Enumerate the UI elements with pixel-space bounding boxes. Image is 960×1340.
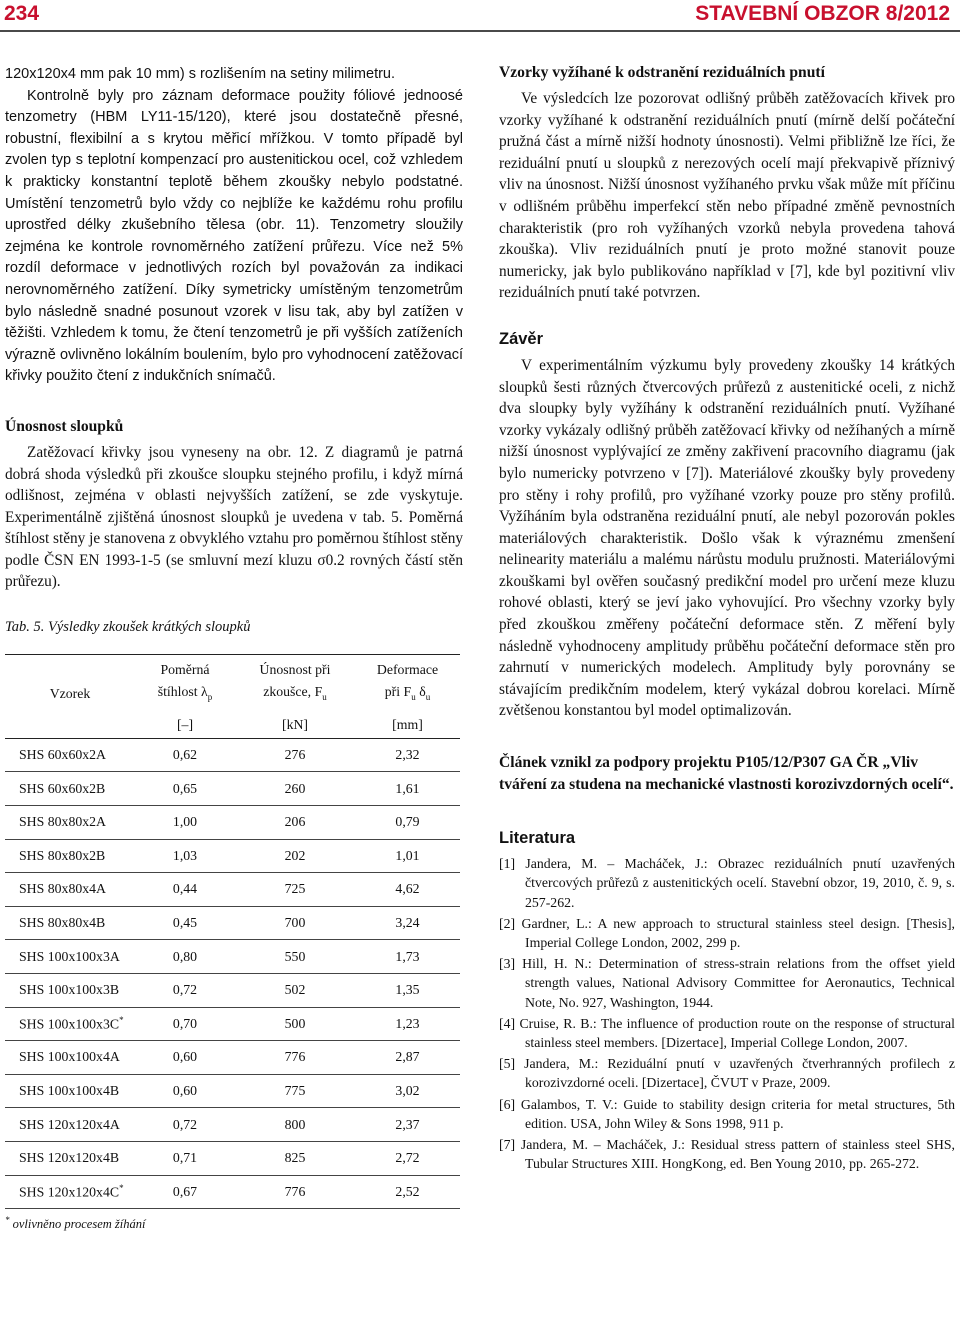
cell-unosnost: 776: [235, 1041, 355, 1075]
cell-unosnost: 502: [235, 973, 355, 1007]
cell-vzorek: SHS 100x100x3A: [5, 940, 135, 974]
cell-deformace: 3,24: [355, 906, 460, 940]
table-row: [5, 1074, 460, 1108]
cell-stihlost: 0,72: [135, 973, 235, 1007]
cell-vzorek: SHS 120x120x4A: [5, 1108, 135, 1142]
cell-unosnost: 825: [235, 1141, 355, 1175]
unit-deformace: [mm]: [355, 708, 460, 739]
cell-stihlost: 0,60: [135, 1074, 235, 1108]
cell-deformace: 1,73: [355, 940, 460, 974]
unit-stihlost: [–]: [135, 708, 235, 739]
table-caption: Tab. 5. Výsledky zkoušek krátkých sloupků: [5, 619, 251, 636]
reference-item: [4] Cruise, R. B.: The influence of production route on the response of structural stainless steel members. [Dizertace], Imperial College London, 2007.: [499, 1015, 955, 1051]
cell-unosnost: 276: [235, 738, 355, 772]
table-row: [5, 1007, 460, 1041]
cell-stihlost: 1,03: [135, 839, 235, 873]
cell-vzorek: SHS 80x80x2B: [5, 839, 135, 873]
cell-stihlost: 0,60: [135, 1041, 235, 1075]
cell-deformace: 2,32: [355, 738, 460, 772]
cell-vzorek: SHS 100x100x3B: [5, 973, 135, 1007]
table-row: [5, 839, 460, 873]
section-title-conclusion: Závěr: [499, 329, 544, 348]
cell-stihlost: 0,62: [135, 738, 235, 772]
cell-stihlost: 0,67: [135, 1175, 235, 1209]
cell-deformace: 3,02: [355, 1074, 460, 1108]
reference-list: [499, 854, 955, 1173]
reference-item: [6] Galambos, T. V.: Guide to stability design criteria for metal structures, 5th edition. USA, John Wiley & Sons 1998, 911 p.: [499, 1096, 955, 1131]
cell-deformace: 1,35: [355, 973, 460, 1007]
reference-item: [5] Jandera, M.: Reziduální pnutí v uzavřených čtverhranných profilech z korozivzdorné oceli. [Dizertace], ČVUT v Praze, 2009.: [499, 1056, 955, 1091]
cell-stihlost: 0,65: [135, 772, 235, 806]
literature-title: Literatura: [499, 829, 576, 848]
cell-vzorek: SHS 100x100x3C*: [5, 1007, 135, 1041]
cell-deformace: 4,62: [355, 873, 460, 907]
paragraph-strain-gauges: Kontrolně byly pro záznam deformace použity fóliové jednoosé tenzometry (HBM LY11-15/120), které jsou dostatečně přesné, robustní, flexibilní a s krytou měřicí mřížkou. V tomto případě byl zvolen typ s teplotní kompenzací pro austenitickou ocel, což vzhledem k prakticky konstantní teplotě během zkoušky nebylo podstatné. Umístění tenzometrů bylo vždy co nejblíže ke každému rohu profilu uprostřed délky zkušebního tělesa (obr. 11). Tenzometry sloužily zejména ke kontrole rovnoměrného zatížení průřezu. Více než 5% rozdíl deformace v jednotlivých rozích byl považován za indikaci nerovnoměrného zatížení. Díky symetricky umístěným tenzometrům bylo následně snadné posunout vzorek v lisu tak, aby byl zatížen v těžišti. Vzhledem k tomu, že čtení tenzometrů je při vyšších zatíženích výrazně ovlivněno lokálním boulením, bylo pro vyhodnocení zatěžovací křivky použito čtení z indukčních snímačů.: [5, 87, 463, 385]
journal-name: STAVEBNÍ OBZOR 8/2012: [695, 2, 950, 25]
table-footnote: * ovlivněno procesem žíhání: [5, 1215, 146, 1232]
page-number: 234: [4, 2, 40, 25]
cell-deformace: 1,61: [355, 772, 460, 806]
cell-stihlost: 0,70: [135, 1007, 235, 1041]
acknowledgement: Článek vznikl za podpory projektu P105/12/P307 GA ČR „Vliv tváření za studena na mechanické vlastnosti korozivzdorných ocelí“.: [499, 754, 954, 793]
cell-unosnost: 202: [235, 839, 355, 873]
cell-unosnost: 800: [235, 1108, 355, 1142]
page-header: [0, 0, 960, 32]
results-table: [5, 654, 460, 1209]
col-header-vzorek: Vzorek: [5, 655, 135, 708]
cell-vzorek: SHS 100x100x4A: [5, 1041, 135, 1075]
cell-vzorek: SHS 60x60x2B: [5, 772, 135, 806]
cell-stihlost: 0,71: [135, 1141, 235, 1175]
paragraph-capacity: Zatěžovací křivky jsou vyneseny na obr. 12. Z diagramů je patrná dobrá shoda výsledků při zkoušce sloupku stejného profilu, i když mírná odlišnost, zejména v oblasti nejvyšších zatížení, se zde vyskytuje. Experimentálně zjištěná únosnost sloupků je uvedena v tab. 5. Poměrná štíhlost stěny je stanovena z obvyklého vztahu pro poměrnou štíhlost stěny podle ČSN EN 1993-1-5 (se smluvní mezí kluzu σ0.2 rovných částí stěn průřezu).: [5, 443, 463, 591]
cell-deformace: 2,87: [355, 1041, 460, 1075]
reference-item: [1] Jandera, M. – Macháček, J.: Obrazec reziduálních pnutí uzavřených čtvercových průřezů z austenitických ocelí. Stavební obzor, 19, 2010, č. 9, s. 257-262.: [499, 856, 955, 910]
cell-deformace: 2,52: [355, 1175, 460, 1209]
reference-item: [2] Gardner, L.: A new approach to structural stainless steel design. [Thesis], Imperial College London, 2002, 299 p.: [499, 915, 955, 951]
cell-deformace: 1,01: [355, 839, 460, 873]
cell-vzorek: SHS 80x80x2A: [5, 806, 135, 840]
cell-unosnost: 260: [235, 772, 355, 806]
col-header-deformace: Deformace při $F_u$ $\delta_u$: [355, 655, 460, 708]
right-column: [499, 64, 955, 1175]
paragraph-annealed: Ve výsledcích lze pozorovat odlišný průběh zatěžovacích křivek pro vzorky vyžíhané k odstranění reziduálních pnutí (mírně delší počáteční pružná část a mírně nižší hodnoty únosnosti). Velmi přibližně lze říci, že reziduální pnutí u sloupků z nerezových ocelí mají překvapivě příznivý vliv na únosnost. Nižší únosnost vyžíhaného prvku však může mít příčinu v odlišném průběhu imperfekcí stěn nebo případné změně pevnostních charakteristik (pro roh vyžíhaných vzorků nebyla provedena tahová zkouška). Vliv reziduálních pnutí je proto možné stanovit pouze numericky, jak bylo publikováno například v [7], kde byl pozitivní vliv reziduálních pnutí také potvrzen.: [499, 90, 955, 302]
col-header-stihlost: Poměrná štíhlost $\lambda_p$: [135, 655, 235, 708]
left-column: [5, 64, 463, 1232]
cell-stihlost: 0,45: [135, 906, 235, 940]
cell-deformace: 2,72: [355, 1141, 460, 1175]
cell-unosnost: 776: [235, 1175, 355, 1209]
cell-unosnost: 550: [235, 940, 355, 974]
table-row: [5, 1108, 460, 1142]
reference-item: [7] Jandera, M. – Macháček, J.: Residual stress pattern of stainless steel SHS, Tubular Structures XIII. HongKong, ed. Ben Young 2010, pp. 265-272.: [499, 1137, 955, 1172]
cell-stihlost: 0,80: [135, 940, 235, 974]
table-row: [5, 1041, 460, 1075]
paragraph-conclusion: V experimentálním výzkumu byly provedeny zkoušky 14 krátkých sloupků šesti různých čtvercových průřezů z austenitické oceli, z nichž dva sloupky byly vyžíhány k odstranění reziduálních pnutí. Vyžíhané vzorky vykázaly odlišný průběh zatěžovací křivky od nežíhaných a mírně nižší únosnost vyplývající ze změny zakřivení pracovního diagramu (jak bylo numericky potvrzeno v [7]). Materiálové zkoušky byly provedeny pro stěny i rohy profilů, pro vyžíhané vzorky pouze pro stěny profilů. Vyžíháním byla odstraněna reziduální pnutí, ale nebyl pozorován pokles materiálových charakteristik. Došlo však k výraznému zmenšení nelinearity materiálu a malému nárůstu modulu pružnosti. Materiálovými zkouškami byl ověřen současný predikční model pro určení meze kluzu rohové oblasti, který se jeví jako vyhovující. Pro všechny vzorky byly před zkouškou změřeny počáteční deformace stěn. Z měření byly následně vyhodnoceny amplitudy průběhu počáteční deformace stěn pro zahrnutí v numerických modelech. Amplitudy byly porovnány se stávajícím predikčním modelem, který vykázal dobrou korelaci. Mírně zvětšenou konstantou byl model optimalizován.: [499, 356, 955, 720]
table-row: [5, 973, 460, 1007]
cell-deformace: 2,37: [355, 1108, 460, 1142]
cell-deformace: 1,23: [355, 1007, 460, 1041]
table-row: [5, 1141, 460, 1175]
cell-vzorek: SHS 120x120x4B: [5, 1141, 135, 1175]
table-row: [5, 906, 460, 940]
cell-stihlost: 1,00: [135, 806, 235, 840]
cell-vzorek: SHS 80x80x4B: [5, 906, 135, 940]
cell-unosnost: 775: [235, 1074, 355, 1108]
unit-unosnost: [kN]: [235, 708, 355, 739]
cell-deformace: 0,79: [355, 806, 460, 840]
table-row: [5, 738, 460, 772]
cell-vzorek: SHS 80x80x4A: [5, 873, 135, 907]
cell-unosnost: 500: [235, 1007, 355, 1041]
reference-item: [3] Hill, H. N.: Determination of stress-strain relations from the offset yield strength values, National Advisory Committee for Aeronautics, Technical Note, No. 927, Washington, 1944.: [499, 956, 955, 1010]
cell-vzorek: SHS 60x60x2A: [5, 738, 135, 772]
table-row: [5, 873, 460, 907]
cell-unosnost: 206: [235, 806, 355, 840]
cell-vzorek: SHS 120x120x4C*: [5, 1175, 135, 1209]
cell-unosnost: 725: [235, 873, 355, 907]
cell-unosnost: 700: [235, 906, 355, 940]
cell-stihlost: 0,44: [135, 873, 235, 907]
table-row: [5, 772, 460, 806]
paragraph-intro: 120x120x4 mm pak 10 mm) s rozlišením na setiny milimetru.: [5, 66, 396, 82]
section-title-capacity: Únosnost sloupků: [5, 417, 124, 435]
cell-vzorek: SHS 100x100x4B: [5, 1074, 135, 1108]
table-row: [5, 1175, 460, 1209]
table-row: [5, 940, 460, 974]
table-row: [5, 806, 460, 840]
col-header-unosnost: Únosnost při zkoušce, $F_u$: [235, 655, 355, 708]
cell-stihlost: 0,72: [135, 1108, 235, 1142]
section-title-annealed: Vzorky vyžíhané k odstranění reziduálních pnutí: [499, 64, 825, 81]
